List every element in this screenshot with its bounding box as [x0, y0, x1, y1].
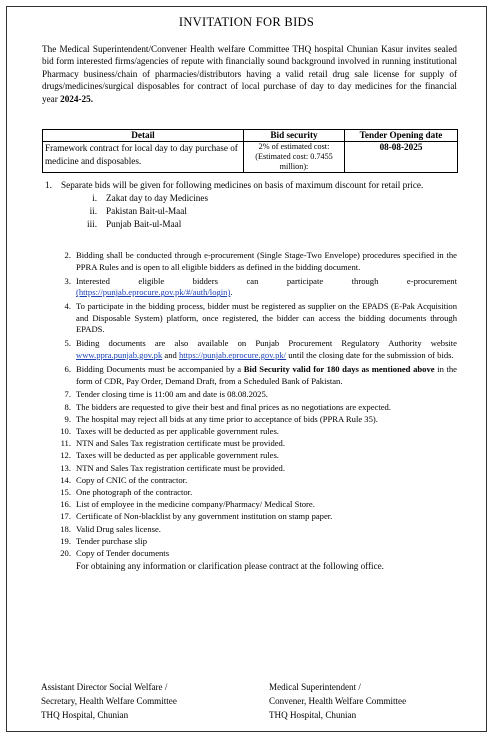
item-number: 18.	[60, 523, 71, 534]
item-number: 19.	[60, 535, 71, 546]
item-text-end: in the form of CDR, Pay Order, Demand Draft, from a Scheduled Bank of Pakistan.	[76, 363, 457, 386]
point-1	[42, 179, 457, 231]
financial-year: 2024-25.	[60, 93, 94, 104]
ppra-website-link[interactable]: www.ppra.punjab.gov.pk	[76, 349, 163, 360]
item-text: Valid Drug sales license.	[76, 523, 161, 534]
item-text: Copy of CNIC of the contractor.	[76, 474, 188, 485]
bid-security-note: Bid Security valid for 180 days as mentioned above	[243, 363, 435, 374]
list-item	[55, 438, 457, 450]
eprocure-login-link[interactable]: (https://punjab.eprocure.gov.pk/#/auth/login)	[76, 287, 231, 298]
list-item	[55, 389, 457, 401]
signature-line: Convener, Health Welfare Committee	[269, 696, 407, 706]
list-item	[55, 511, 457, 523]
list-item	[55, 475, 457, 487]
list-item	[55, 524, 457, 536]
subitem-number: iii.	[87, 219, 97, 229]
item-text: NTN and Sales Tax registration certificate must be provided.	[76, 438, 286, 449]
item-text: NTN and Sales Tax registration certificate must be provided.	[76, 462, 286, 473]
signature-line: THQ Hospital, Chunian	[269, 710, 357, 720]
list-item	[55, 548, 457, 560]
item-number: 7.	[64, 389, 71, 400]
item-number: 15.	[60, 486, 71, 497]
item-text: Certificate of Non-blacklist by any government institution on stamp paper.	[76, 511, 333, 522]
point-1-number: 1.	[45, 180, 52, 190]
bid-table-row	[43, 142, 458, 173]
item-number: 6.	[64, 363, 71, 374]
header-bid-security: Bid security	[244, 130, 345, 142]
item-text-end: until the closing date for the submission of bids.	[288, 349, 454, 360]
signature-line: Secretary, Health Welfare Committee	[41, 696, 177, 706]
list-item	[42, 205, 457, 218]
list-item	[55, 463, 457, 475]
cell-detail: Framework contract for local day to day purchase of medicine and disposables.	[43, 142, 244, 173]
item-text: List of employee in the medicine company/Pharmacy/ Medical Store.	[76, 499, 315, 510]
subitem-number: ii.	[89, 206, 97, 216]
document-page	[6, 6, 487, 732]
signature-line: THQ Hospital, Chunian	[41, 710, 129, 720]
list-item	[55, 450, 457, 462]
item-text: The hospital may reject all bids at any time prior to acceptance of bids (PPRA Rule 35).	[76, 413, 378, 424]
item-text-end: .	[230, 287, 233, 298]
list-item	[55, 301, 457, 336]
signature-left	[41, 680, 177, 722]
header-detail: Detail	[43, 130, 244, 142]
item-text: To participate in the bidding process, bidder must be registered as supplier on the EPADS (E-Pak Acquisition and Disposable System) platform, once registered, the bidder can access the bidding documents through EPADS.	[76, 301, 457, 335]
item-number: 2.	[64, 250, 71, 260]
item-text: Copy of Tender documents	[76, 547, 170, 558]
list-item	[55, 250, 457, 273]
item-text: Taxes will be deducted as per applicable government rules.	[76, 450, 279, 461]
subitem-number: i.	[92, 193, 97, 203]
item-number: 10.	[60, 426, 71, 437]
header-opening-date: Tender Opening date	[345, 130, 458, 142]
item-number: 5.	[64, 338, 71, 349]
list-item	[42, 192, 457, 205]
item-number: 3.	[64, 275, 71, 286]
item-text: Interested eligible bidders can participate through e-procurement	[76, 275, 457, 286]
bid-table	[42, 129, 458, 173]
item-text: Tender purchase slip	[76, 535, 147, 546]
item-number: 17.	[60, 511, 71, 522]
list-item	[55, 364, 457, 387]
signature-right	[269, 680, 406, 722]
intro-paragraph	[42, 43, 457, 105]
subitem-text: Pakistan Bait-ul-Maal	[106, 206, 187, 216]
list-item	[42, 218, 457, 231]
item-number: 16.	[60, 499, 71, 510]
intro-text: The Medical Superintendent/Convener Health welfare Committee THQ hospital Chunian Kasur invites sealed bid form interested firms/agencies of repute with financially sound background involved in running institutional Pharmacy business/chain of pharmacies/distributors having a valid retail drug sale license for supply of drugs/medicines/surgical disposables for contract of local purchase of day to day medicines for the financial year	[42, 44, 457, 104]
signature-line: Assistant Director Social Welfare /	[41, 682, 168, 692]
item-text: Biding documents are also available on Punjab Procurement Regulatory Authority website	[76, 338, 457, 349]
eprocure-website-link[interactable]: https://punjab.eprocure.gov.pk/	[178, 349, 287, 360]
closing-note: For obtaining any information or clarification please contract at the following office.	[76, 560, 384, 571]
item-number: 13.	[60, 462, 71, 473]
list-item	[55, 338, 457, 361]
list-item	[55, 536, 457, 548]
item-number: 4.	[64, 301, 71, 312]
item-text: Tender closing time is 11:00 am and date is 08.08.2025.	[76, 389, 268, 400]
item-number: 12.	[60, 450, 71, 461]
item-text: One photograph of the contractor.	[76, 486, 193, 497]
list-item	[55, 276, 457, 299]
item-number: 9.	[64, 413, 71, 424]
point-1-text: Separate bids will be given for following medicines on basis of maximum discount for retail price.	[61, 180, 424, 190]
item-text: Bidding shall be conducted through e-procurement (Single Stage-Two Envelope) procedures specified in the PPRA Rules and is open to all eligible bidders as defined in the bidding document.	[76, 250, 457, 272]
list-item	[55, 402, 457, 414]
item-number: 8.	[64, 401, 71, 412]
conditions-list	[55, 250, 457, 572]
item-text: Bidding Documents must be accompanied by a	[76, 363, 242, 374]
bid-table-header	[43, 130, 458, 142]
item-number: 11.	[60, 438, 71, 449]
page-title: INVITATION FOR BIDS	[178, 15, 315, 29]
cell-bid-security: 2% of estimated cost: (Estimated cost: 0.7455 million):	[244, 142, 345, 173]
signature-line: Medical Superintendent /	[269, 682, 361, 692]
item-text: The bidders are requested to give their best and final prices as no negotiations are expected.	[76, 401, 391, 412]
cell-opening-date: 08-08-2025	[345, 142, 458, 173]
item-text-mid: and	[164, 349, 177, 360]
item-number: 14.	[60, 474, 71, 485]
list-item	[55, 426, 457, 438]
item-number: 20.	[60, 547, 71, 558]
subitem-text: Punjab Bait-ul-Maal	[106, 219, 182, 229]
list-item	[55, 414, 457, 426]
subitem-text: Zakat day to day Medicines	[106, 193, 209, 203]
list-item	[55, 499, 457, 511]
list-item	[55, 487, 457, 499]
item-text: Taxes will be deducted as per applicable government rules.	[76, 426, 279, 437]
